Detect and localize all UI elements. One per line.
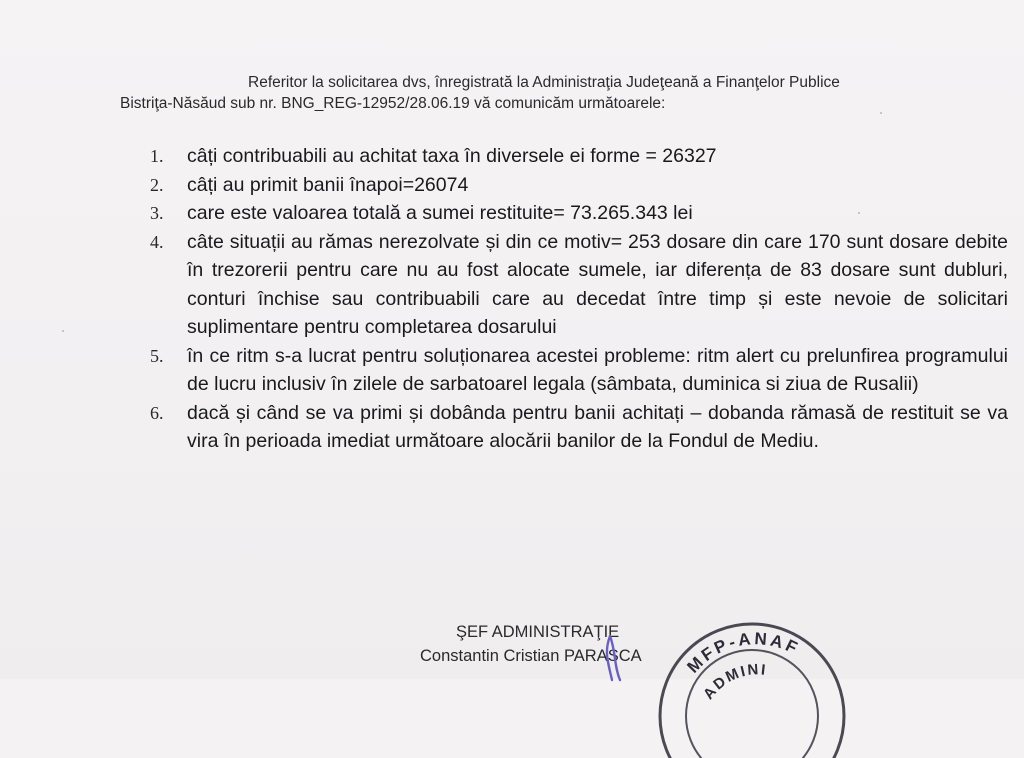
list-item	[150, 199, 1008, 228]
stamp-inner-text: ADMINI	[700, 661, 769, 703]
list-item	[150, 142, 1008, 171]
list-item-number: 4.	[150, 231, 164, 252]
list-item-number: 3.	[150, 203, 164, 223]
paper-speck	[858, 212, 860, 214]
answers-list	[150, 142, 1008, 456]
signature-title: ŞEF ADMINISTRAŢIE	[456, 623, 620, 641]
list-item-text: câți au primit banii înapoi=26074	[187, 173, 469, 196]
intro-line-2: Bistriţa-Năsăud sub nr. BNG_REG-12952/28.06.19 vă comunicăm următoarele:	[120, 95, 666, 112]
list-item	[150, 399, 1008, 456]
paper-speck	[880, 112, 882, 114]
signature-name: Constantin Cristian PARASCA	[420, 647, 642, 665]
list-item-number: 1.	[150, 146, 164, 166]
intro-line-1: Referitor la solicitarea dvs, înregistrată la Administraţia Judeţeană a Finanţelor Publice	[248, 74, 840, 91]
intro-paragraph	[120, 72, 1004, 114]
list-item-text: dacă și când se va primi și dobânda pentru banii achitați – dobanda rămasă de restituit se va vira în perioada imediat următoare alocării banilor de la Fondul de Mediu.	[187, 401, 1008, 452]
list-item-text: câte situații au rămas nerezolvate și din ce motiv= 253 dosare din care 170 sunt dosare debite în trezorerii pentru care nu au fost alocate sumele, iar diferența de 83 dosare sunt dubluri, conturi închise sau contribuabili care au decedat între timp și este nevoie de solicitari suplimentare pentru completarea dosarului	[187, 230, 1008, 338]
list-item-number: 2.	[150, 174, 164, 195]
list-item	[150, 171, 1008, 200]
stamp-outer-text: MFP-ANAF	[683, 628, 803, 677]
list-item-number: 6.	[150, 402, 164, 423]
list-item-text: câți contribuabili au achitat taxa în diversele ei forme = 26327	[187, 145, 717, 167]
list-item-text: în ce ritm s-a lucrat pentru soluționarea acestei probleme: ritm alert cu prelunfirea programului de lucru inclusiv în zilele de sarbatoarel legala (sâmbata, duminica si ziua de Rusalii)	[187, 344, 1008, 395]
list-item-text: care este valoarea totală a sumei restituite= 73.265.343 lei	[187, 202, 693, 224]
list-item	[150, 228, 1008, 342]
paper-speck	[62, 330, 64, 332]
list-item-number: 5.	[150, 345, 164, 366]
handwritten-signature	[590, 622, 710, 682]
list-item	[150, 342, 1008, 399]
